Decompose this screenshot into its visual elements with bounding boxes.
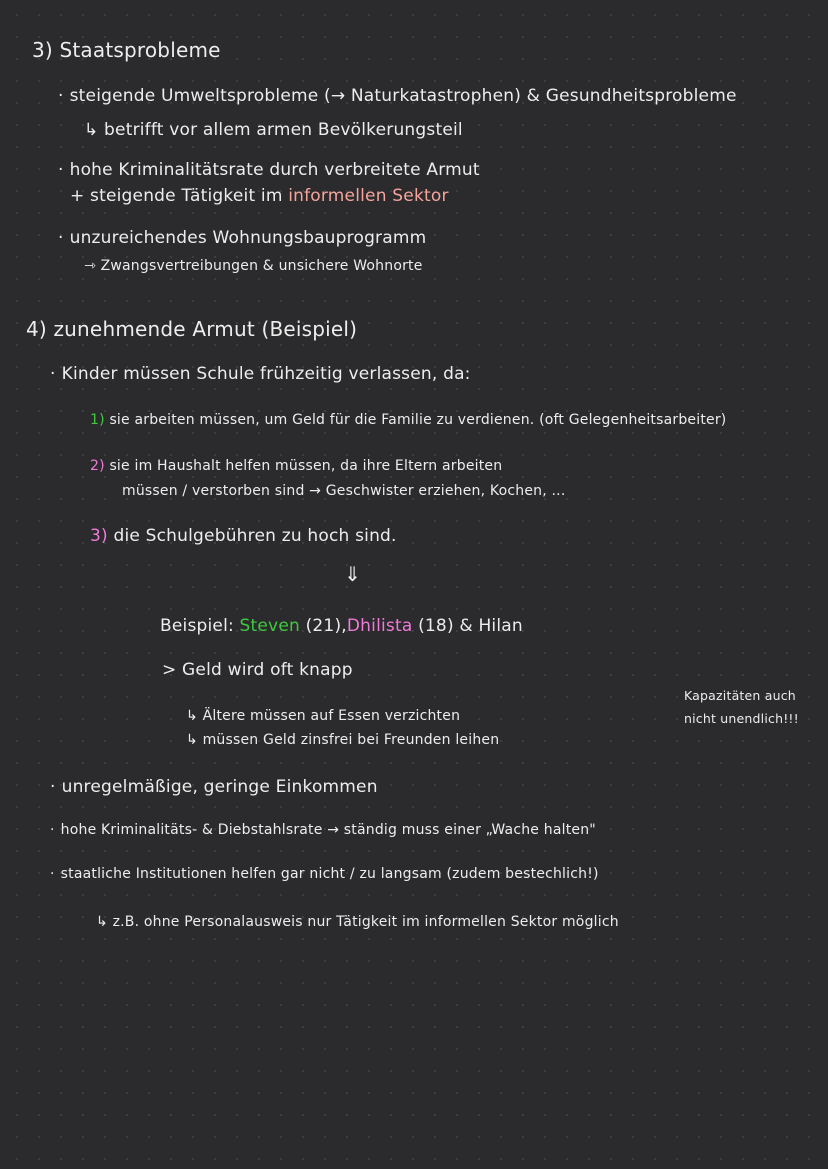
sub-geld-leihen: ↳ müssen Geld zinsfrei bei Freunden leihen <box>186 732 500 748</box>
bullet-dot: · <box>50 822 55 838</box>
reason-2 <box>90 458 502 474</box>
sub-informeller-sektor-pre: + steigende Tätigkeit im <box>70 186 289 206</box>
bullet-wohnungsbau <box>58 228 426 248</box>
age-dhilista: (18) <box>418 616 454 636</box>
bullet-wohnungsbau-text: unzureichendes Wohnungsbauprogramm <box>69 228 427 248</box>
beispiel-label: Beispiel: <box>160 616 234 636</box>
down-arrow-icon: ⇓ <box>344 562 361 586</box>
side-note-line-2: nicht unendlich!!! <box>684 711 799 726</box>
bullet-dot: · <box>50 777 56 797</box>
name-dhilista: Dhilista <box>346 616 413 636</box>
bullet-einkommen <box>50 777 378 797</box>
bullet-umwelt <box>58 86 737 106</box>
bullet-dot: · <box>50 364 56 384</box>
sub-betrifft: ↳ betrifft vor allem armen Bevölkerungsteil <box>84 120 463 140</box>
section-4-title: 4) zunehmende Armut (Beispiel) <box>26 317 358 341</box>
bullet-dot: · <box>58 228 64 248</box>
bullet-dot: · <box>58 86 64 106</box>
name-steven: Steven <box>239 616 300 636</box>
section-3-title: 3) Staatsprobleme <box>32 38 221 62</box>
beispiel-line <box>160 616 523 636</box>
geld-knapp: > Geld wird oft knapp <box>162 660 353 680</box>
reason-3-text: die Schulgebühren zu hoch sind. <box>113 526 397 546</box>
bullet-kriminalitaet-text: hohe Kriminalitätsrate durch verbreitete Armut <box>69 160 480 180</box>
bullet-diebstahl <box>50 822 596 838</box>
bullet-einkommen-text: unregelmäßige, geringe Einkommen <box>61 777 378 797</box>
side-note <box>684 684 799 730</box>
reason-1 <box>90 412 726 428</box>
reason-1-text: sie arbeiten müssen, um Geld für die Familie zu verdienen. (oft Gelegenheitsarbeiter) <box>109 412 727 428</box>
bullet-kriminalitaet <box>58 160 480 180</box>
sub-zwangsvertreibungen: ⇾ Zwangsvertreibungen & unsichere Wohnorte <box>84 258 423 274</box>
reason-1-number: 1) <box>90 412 105 428</box>
bullet-dot: · <box>58 160 64 180</box>
side-note-line-1: Kapazitäten auch <box>684 688 796 703</box>
bullet-diebstahl-text: hohe Kriminalitäts- & Diebstahlsrate → ständig muss einer „Wache halten" <box>60 822 596 838</box>
reason-3 <box>90 526 397 546</box>
sub-informeller-sektor <box>70 186 449 206</box>
highlight-informeller-sektor: informellen Sektor <box>288 186 449 206</box>
bullet-kinder-text: Kinder müssen Schule frühzeitig verlassen, da: <box>61 364 471 384</box>
reason-2-number: 2) <box>90 458 105 474</box>
name-hilan: & Hilan <box>459 616 523 636</box>
reason-2-continued: müssen / verstorben sind → Geschwister erziehen, Kochen, ... <box>122 483 566 499</box>
reason-3-number: 3) <box>90 526 108 546</box>
bullet-kinder <box>50 364 471 384</box>
sub-essen-verzichten: ↳ Ältere müssen auf Essen verzichten <box>186 708 461 724</box>
bullet-institutionen <box>50 866 599 882</box>
reason-2-text: sie im Haushalt helfen müssen, da ihre Eltern arbeiten <box>109 458 503 474</box>
age-steven: (21), <box>305 616 347 636</box>
sub-personalausweis: ↳ z.B. ohne Personalausweis nur Tätigkeit im informellen Sektor möglich <box>96 914 619 930</box>
bullet-institutionen-text: staatliche Institutionen helfen gar nicht / zu langsam (zudem bestechlich!) <box>60 866 599 882</box>
bullet-umwelt-text: steigende Umweltsprobleme (→ Naturkatastrophen) & Gesundheitsprobleme <box>69 86 737 106</box>
bullet-dot: · <box>50 866 55 882</box>
